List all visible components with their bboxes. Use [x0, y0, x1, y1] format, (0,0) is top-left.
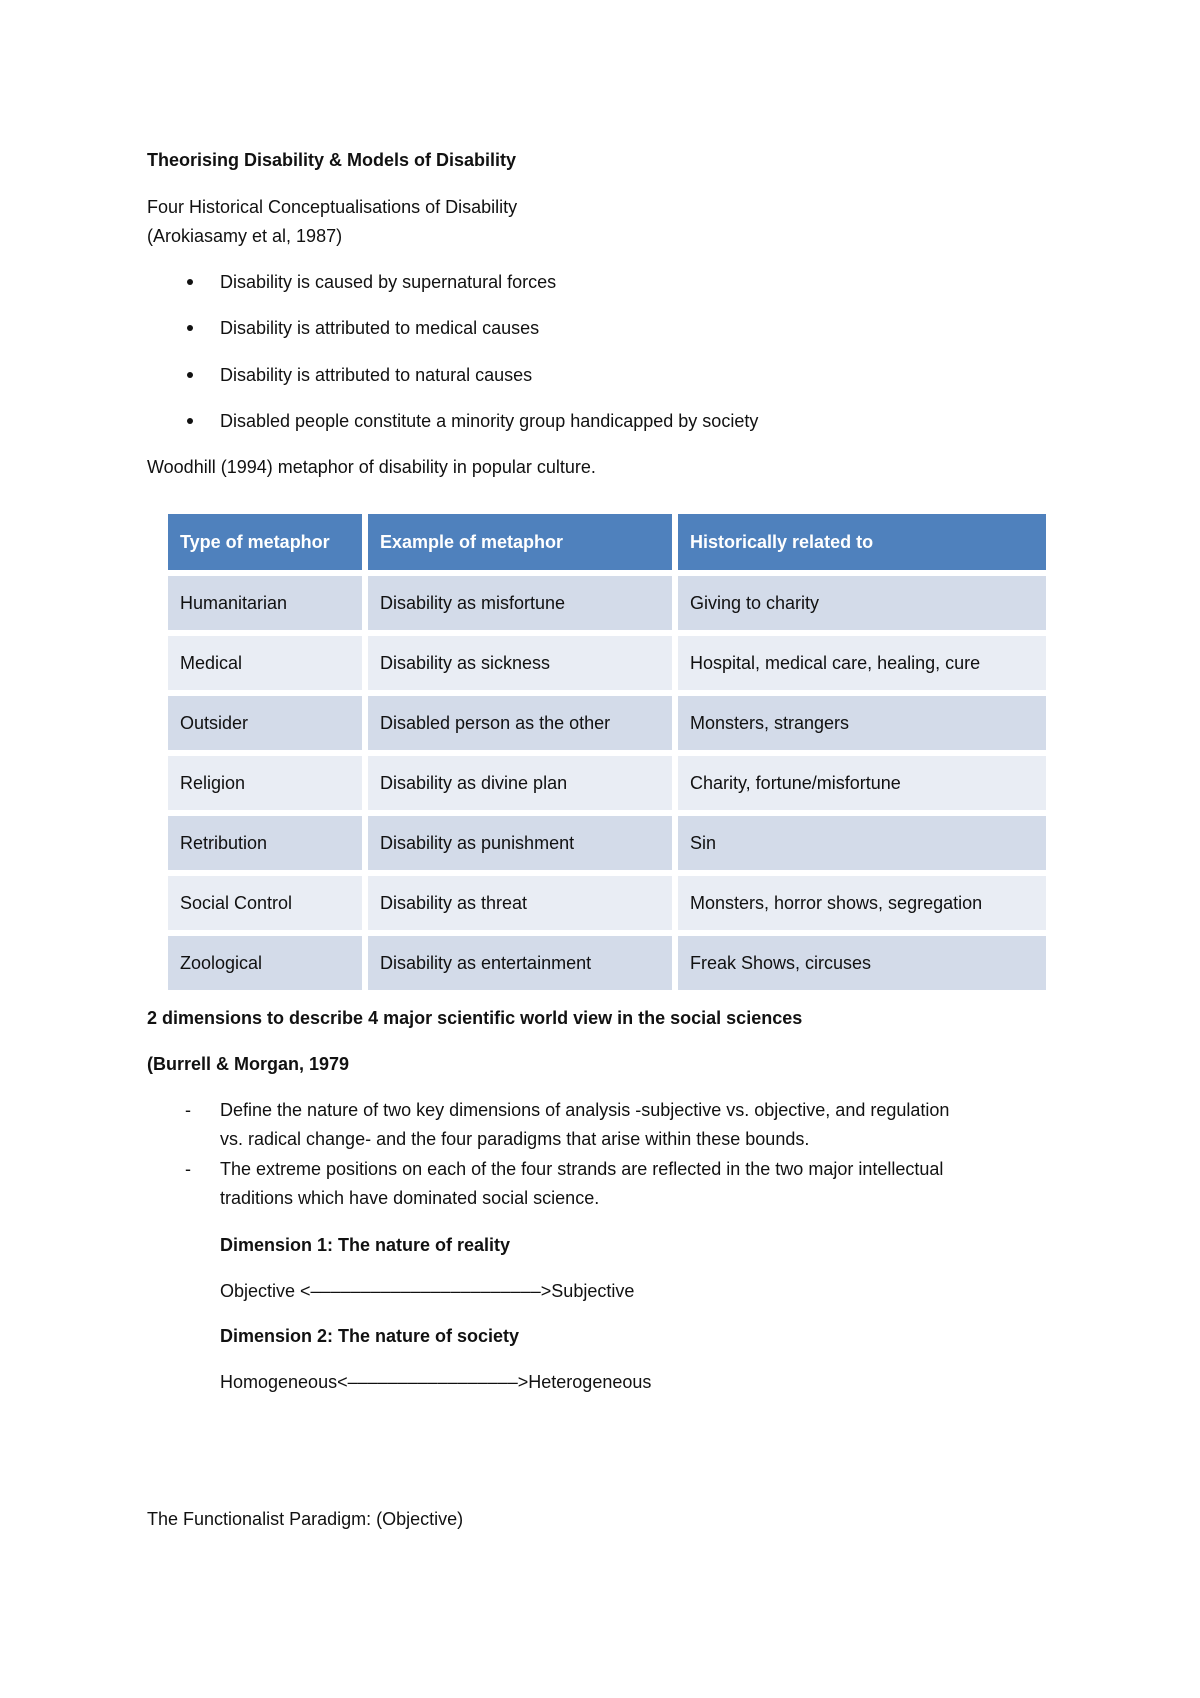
cell-type: Humanitarian: [168, 576, 362, 630]
bullet-icon: [187, 372, 193, 378]
cell-example: Disability as threat: [368, 876, 672, 930]
functionalist-heading: The Functionalist Paradigm: (Objective): [147, 1509, 464, 1529]
list-item-line: Define the nature of two key dimensions of analysis -subjective vs. objective, and regulation: [220, 1100, 950, 1120]
cell-type: Social Control: [168, 876, 362, 930]
woodhill-line: Woodhill (1994) metaphor of disability in popular culture.: [147, 457, 596, 477]
list-item-line: vs. radical change- and the four paradigms that arise within these bounds.: [220, 1129, 810, 1149]
dimension2-heading: Dimension 2: The nature of society: [220, 1326, 520, 1346]
cell-related: Hospital, medical care, healing, cure: [678, 636, 1046, 690]
cell-related: Monsters, horror shows, segregation: [678, 876, 1046, 930]
cell-related: Giving to charity: [678, 576, 1046, 630]
cell-type: Retribution: [168, 816, 362, 870]
cell-related: Sin: [678, 816, 1046, 870]
document-title: Theorising Disability & Models of Disability: [147, 150, 517, 170]
cell-type: Medical: [168, 636, 362, 690]
dimension1-scale: Objective <–––––––––––––––––––––––>Subjective: [220, 1281, 635, 1301]
cell-example: Disability as sickness: [368, 636, 672, 690]
cell-related: Charity, fortune/misfortune: [678, 756, 1046, 810]
table-row: [168, 696, 1046, 750]
table-row: [168, 576, 1046, 630]
bullet-icon: [187, 418, 193, 424]
table-header-row: [168, 514, 1046, 570]
cell-type: Zoological: [168, 936, 362, 990]
list-item: Disability is caused by supernatural forces: [220, 272, 557, 292]
section2-citation: (Burrell & Morgan, 1979: [147, 1054, 350, 1074]
cell-related: Monsters, strangers: [678, 696, 1046, 750]
list-item: Disability is attributed to natural causes: [220, 365, 533, 385]
dash-icon: -: [185, 1100, 191, 1120]
cell-type: Religion: [168, 756, 362, 810]
table-row: [168, 816, 1046, 870]
dimension1-heading: Dimension 1: The nature of reality: [220, 1235, 511, 1255]
table-row: [168, 756, 1046, 810]
header-example: Example of metaphor: [368, 514, 672, 570]
metaphor-table: [162, 508, 1052, 996]
cell-example: Disabled person as the other: [368, 696, 672, 750]
section1-heading: Four Historical Conceptualisations of Disability: [147, 197, 518, 217]
list-item-line: traditions which have dominated social science.: [220, 1188, 600, 1208]
header-related: Historically related to: [678, 514, 1046, 570]
cell-example: Disability as entertainment: [368, 936, 672, 990]
bullet-icon: [187, 279, 193, 285]
table-row: [168, 876, 1046, 930]
table-row: [168, 936, 1046, 990]
cell-example: Disability as punishment: [368, 816, 672, 870]
header-type: Type of metaphor: [168, 514, 362, 570]
cell-related: Freak Shows, circuses: [678, 936, 1046, 990]
section1-citation: (Arokiasamy et al, 1987): [147, 226, 343, 246]
cell-example: Disability as divine plan: [368, 756, 672, 810]
bullet-icon: [187, 325, 193, 331]
section2-heading: 2 dimensions to describe 4 major scientific world view in the social sciences: [147, 1008, 803, 1028]
cell-example: Disability as misfortune: [368, 576, 672, 630]
list-item-line: The extreme positions on each of the four strands are reflected in the two major intellectual: [220, 1159, 944, 1179]
list-item: Disability is attributed to medical causes: [220, 318, 540, 338]
list-item: Disabled people constitute a minority group handicapped by society: [220, 411, 759, 431]
dash-icon: -: [185, 1159, 191, 1179]
table-row: [168, 636, 1046, 690]
dimension2-scale: Homogeneous<–––––––––––––––––>Heterogeneous: [220, 1372, 652, 1392]
cell-type: Outsider: [168, 696, 362, 750]
